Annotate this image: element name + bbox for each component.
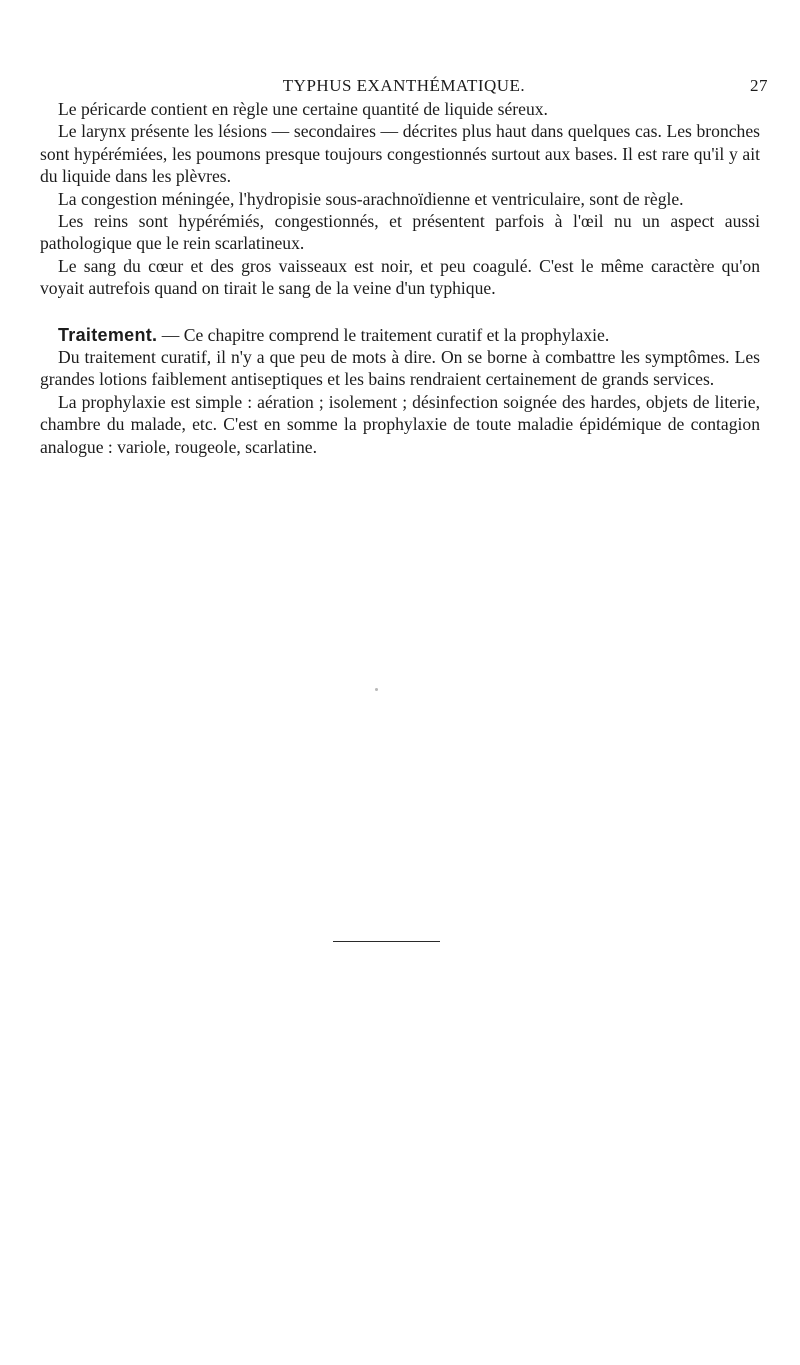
- treatment-intro-text: — Ce chapitre comprend le traitement curatif et la prophylaxie.: [157, 324, 610, 345]
- paragraph-sang: Le sang du cœur et des gros vaisseaux est noir, et peu coagulé. C'est le même caractère qu'on voyait autrefois quand on tirait le sang de la veine d'un typhique.: [40, 255, 760, 299]
- running-title: TYPHUS EXANTHÉMATIQUE.: [282, 76, 526, 95]
- paragraph-congestion-meningee: La congestion méningée, l'hydropisie sous-arachnoïdienne et ventriculaire, sont de règle.: [58, 188, 684, 209]
- paragraph-prophylaxie: La prophylaxie est simple : aération ; isolement ; désinfection soignée des hardes, objets de literie, chambre du malade, etc. C'est en somme la prophylaxie de toute maladie épidémique de contagion analogue : variole, rougeole, scarlatine.: [40, 391, 760, 457]
- body-text: [40, 98, 760, 458]
- paragraph-traitement-curatif: Du traitement curatif, il n'y a que peu de mots à dire. On se borne à combattre les symptômes. Les grandes lotions faiblement antiseptiques et les bains rendraient certainement de grands services.: [40, 347, 760, 390]
- paragraph-larynx: Le larynx présente les lésions — secondaires — décrites plus haut dans quelques cas. Les bronches sont hypérémiées, les poumons presque toujours congestionnés surtout aux bases. Il est rare qu'il y ait du liquide dans les plèvres.: [40, 121, 760, 187]
- page-number: 27: [750, 76, 768, 95]
- section-heading-traitement: Traitement.: [58, 324, 158, 345]
- treatment-intro-paragraph: [40, 324, 760, 346]
- chapter-end-rule: [333, 941, 440, 942]
- running-head: [40, 76, 768, 98]
- paragraph-pericarde: Le péricarde contient en règle une certaine quantité de liquide séreux.: [58, 99, 548, 119]
- paragraph-reins: Les reins sont hypérémiés, congestionnés, et présentent parfois à l'œil nu un aspect aussi pathologique que le rein scarlatineux.: [40, 211, 760, 254]
- print-speck: [375, 688, 378, 691]
